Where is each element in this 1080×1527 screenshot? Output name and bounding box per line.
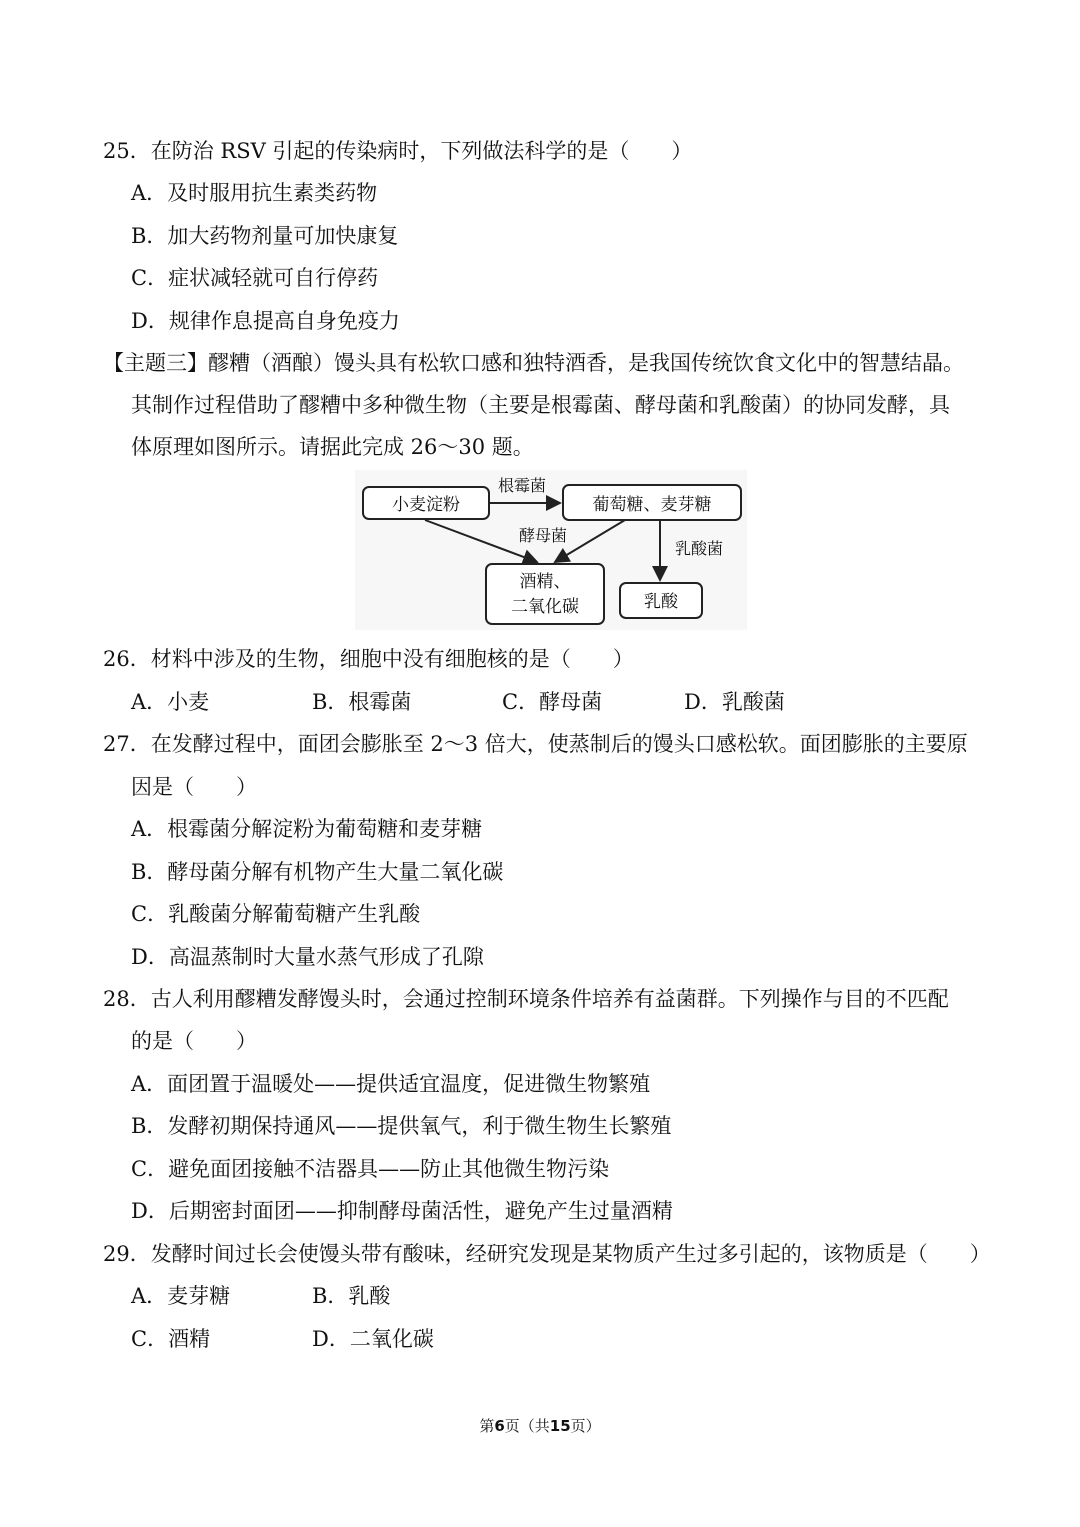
q27-option-b: B．酵母菌分解有机物产生大量二氧化碳 [131,860,504,884]
q26-option-b: B．根霉菌 [312,690,412,714]
q28-option-b: B．发酵初期保持通风——提供氧气，利于微生物生长繁殖 [131,1114,672,1138]
footer-total-pages: 15 [549,1417,571,1435]
q28-option-c: C．避免面团接触不洁器具——防止其他微生物污染 [131,1157,610,1181]
footer-suffix: 页） [570,1417,601,1435]
alcohol-label: 酒精、 [519,572,571,592]
topic3-line2: 其制作过程借助了醪糟中多种微生物（主要是根霉菌、酵母菌和乳酸菌）的协同发酵，具 [131,393,950,417]
q26-stem: 26．材料中涉及的生物，细胞中没有细胞核的是（ ） [103,647,634,671]
q28-option-a: A．面团置于温暖处——提供适宜温度，促进微生物繁殖 [131,1072,651,1096]
q25-option-c: C．症状减轻就可自行停药 [131,266,379,290]
q27-option-d: D．高温蒸制时大量水蒸气形成了孔隙 [131,945,484,969]
footer-page-number: 6 [494,1417,505,1435]
q26-option-a: A．小麦 [131,690,210,714]
page-footer [0,1415,1080,1437]
q26-option-c: C．酵母菌 [502,690,603,714]
lactobacillus-label: 乳酸菌 [674,539,724,558]
q29-option-a: A．麦芽糖 [131,1284,231,1308]
q29-option-b: B．乳酸 [312,1284,391,1308]
q28-stem-line2: 的是（ ） [131,1029,257,1053]
footer-mid: 页（共 [504,1417,550,1435]
q27-option-a: A．根霉菌分解淀粉为葡萄糖和麦芽糖 [131,817,483,841]
rhizopus-label: 根霉菌 [497,476,547,495]
q27-option-c: C．乳酸菌分解葡萄糖产生乳酸 [131,902,421,926]
starch-label: 小麦淀粉 [392,495,460,515]
q25-stem: 25．在防治 RSV 引起的传染病时，下列做法科学的是（ ） [103,139,693,163]
q27-stem-line2: 因是（ ） [131,775,257,799]
q25-option-b: B．加大药物剂量可加快康复 [131,224,399,248]
footer-prefix: 第 [479,1417,495,1435]
sugars-label: 葡萄糖、麦芽糖 [592,495,712,515]
q25-option-d: D．规律作息提高自身免疫力 [131,309,400,333]
topic3-line1: 【主题三】醪糟（酒酿）馒头具有松软口感和独特酒香，是我国传统饮食文化中的智慧结晶。 [103,351,964,375]
lactic-acid-label: 乳酸 [644,592,678,612]
q28-option-d: D．后期密封面团——抑制酵母菌活性，避免产生过量酒精 [131,1199,673,1223]
q27-stem-line1: 27．在发酵过程中，面团会膨胀至 2～3 倍大，使蒸制后的馒头口感松软。面团膨胀的主要原 [103,732,968,756]
fermentation-diagram [355,470,747,630]
q29-stem: 29．发酵时间过长会使馒头带有酸味，经研究发现是某物质产生过多引起的，该物质是（ ） [103,1242,991,1266]
q28-stem-line1: 28．古人利用醪糟发酵馒头时，会通过控制环境条件培养有益菌群。下列操作与目的不匹配 [103,987,949,1011]
q26-option-d: D．乳酸菌 [684,690,785,714]
topic3-line3: 体原理如图所示。请据此完成 26～30 题。 [131,435,534,459]
q29-option-d: D．二氧化碳 [312,1327,434,1351]
co2-label: 二氧化碳 [511,597,579,617]
yeast-label: 酵母菌 [518,526,568,545]
q29-option-c: C．酒精 [131,1327,211,1351]
q25-option-a: A．及时服用抗生素类药物 [131,181,378,205]
